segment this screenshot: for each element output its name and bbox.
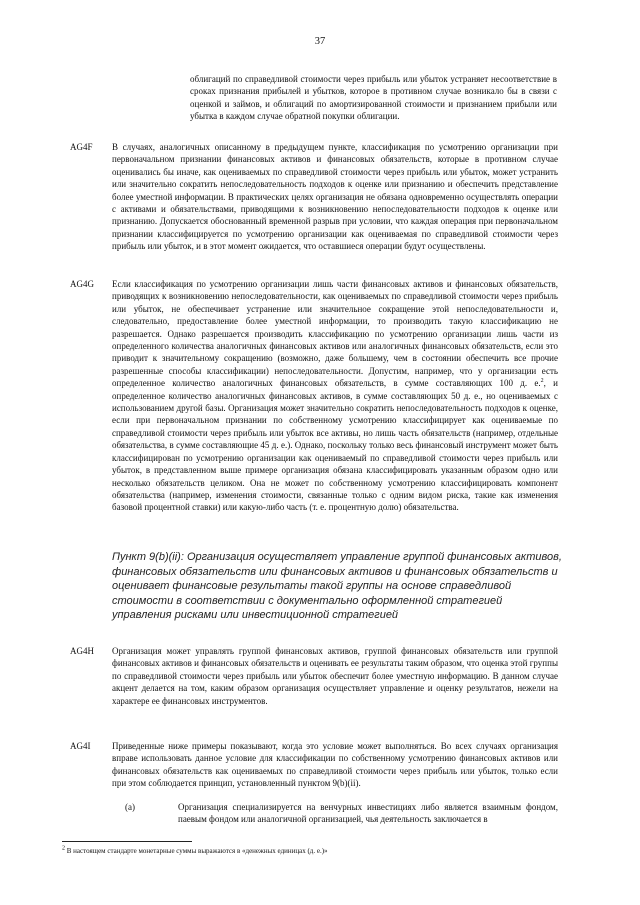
paragraph-ag4g — [112, 278, 558, 514]
paragraph-ag4i: Приведенные ниже примеры показывают, когда это условие может выполняться. Во всех случаях организация вправе использовать данное условие для классификации по собственному усмотрению финансовых активов или финансовых обязательств как оцениваемых по справедливой стоимости через прибыль или убыток, только если при этом соблюдается принцип, установленный пунктом 9(b)(ii). — [112, 741, 558, 789]
paragraph-id-ag4h: AG4H — [70, 646, 94, 656]
list-item-text: Организация специализируется на венчурных инвестициях либо является взаимным фондом, паевым фондом или аналогичной организацией, чья деятельность заключается в — [178, 802, 558, 825]
paragraph-ag4h: Организация может управлять группой финансовых активов, группой финансовых обязательств или группой финансовых активов и финансовых обязательств и оценивать ее результаты таким образом, что оценка этой группы по справедливой стоимости через прибыль или убыток обеспечит более уместную информацию. В данном случае акцент делается на том, каким образом организация осуществляет управление и оценку результатов, нежели на характере ее финансовых инструментов. — [112, 646, 558, 706]
section-heading: Пункт 9(b)(ii): Организация осуществляет управление группой финансовых активов, финансовых обязательств или финансовых активов и финансовых обязательств и оценивает финансовые результаты такой группы на основе справедливой стоимости в соответствии с документально оформленной стратегией управления рисками или инвестиционной стратегией — [112, 551, 562, 622]
paragraph-id-ag4g: AG4G — [70, 279, 94, 289]
paragraph-id-ag4f: AG4F — [70, 142, 93, 152]
footnote — [62, 847, 562, 856]
list-item-label: (a) — [125, 802, 135, 812]
footnote-marker: 2 — [62, 845, 65, 852]
footnote-reference: 2 — [540, 378, 544, 385]
paragraph-ag4g-part1: Если классификация по усмотрению организации лишь части финансовых активов и финансовых обязательств, приводящих к возникновению непоследовательности, как оцениваемых по справедливой стоимости через прибыль или убыток, не обеспечивает устранение или значительное сокращение этой непоследовательности и, следовательно, предоставление более уместной информации, то производить такую классификацию не разрешается. Однако разрешается производить классификацию по усмотрению организации лишь части из определенного количества аналогичных финансовых активов или аналогичных финансовых обязательств, если это приводит к значительному сокращению (возможно, даже большему, чем в состоянии обеспечить все прочие разрешенные способы классификации) непоследовательности. Допустим, например, что у организации есть определенное количество аналогичных финансовых обязательств, в сумме составляющих 100 д. е. — [112, 279, 558, 389]
footnote-divider — [62, 841, 192, 842]
page-number: 37 — [314, 36, 326, 47]
paragraph-ag4f: В случаях, аналогичных описанному в предыдущем пункте, классификация по усмотрению организации при первоначальном признании финансовых активов и финансовых обязательств, которые в противном случае оценивались бы иначе, как оцениваемых по справедливой стоимости через прибыль или убыток, может устранить или значительно сократить непоследовательность подходов к оценке или признанию и обеспечить представление более уместной информации. В практических целях организация не обязана одновременно осуществлять операции с активами и обязательствами, приводящими к возникновению непоследовательности подходов к оценке или признанию. Допускается обоснованный временной разрыв при условии, что каждая операция при первоначальном признании классифицируется по усмотрению организации как оцениваемая по справедливой стоимости через прибыль или убыток, и в этот момент ожидается, что оставшиеся операции будут осуществлены. — [112, 142, 558, 252]
paragraph-ag4g-part2: , и определенное количество аналогичных финансовых активов, в сумме составляющих 50 д. е., но оцениваемых с использованием другой базы. Организация может значительно сократить непоследовательность подходов к оценке, если при первоначальном признании по собственному усмотрению классифицирует как оцениваемые по справедливой стоимости через прибыль или убыток все активы, но лишь часть обязательств (например, отдельные обязательства, в сумме составляющие 45 д. е.). Однако, поскольку только весь финансовый инструмент может быть классифицирован по усмотрению организации как оцениваемый по справедливой стоимости через прибыль или убыток, в представленном выше примере организация обязана классифицировать указанным образом одно или несколько обязательств целиком. Она не может по собственному усмотрению классифицировать компонент обязательства (например, изменения стоимости, связанные только с одним видом риска, такие как изменения базовой процентной ставки) или какую-либо часть (т. е. процентную долю) обязательства. — [112, 378, 558, 513]
continuation-paragraph: облигаций по справедливой стоимости через прибыль или убыток устраняет несоответствие в сроках признания прибылей и убытков, которое в противном случае возникало бы в связи с оценкой и займов, и облигаций по амортизированной стоимости и признанием прибыли или убытка в каждом случае обратной покупки облигации. — [190, 74, 557, 122]
footnote-text: В настоящем стандарте монетарные суммы выражаются в «денежных единицах (д. е.)» — [65, 847, 328, 855]
paragraph-id-ag4i: AG4I — [70, 741, 91, 751]
